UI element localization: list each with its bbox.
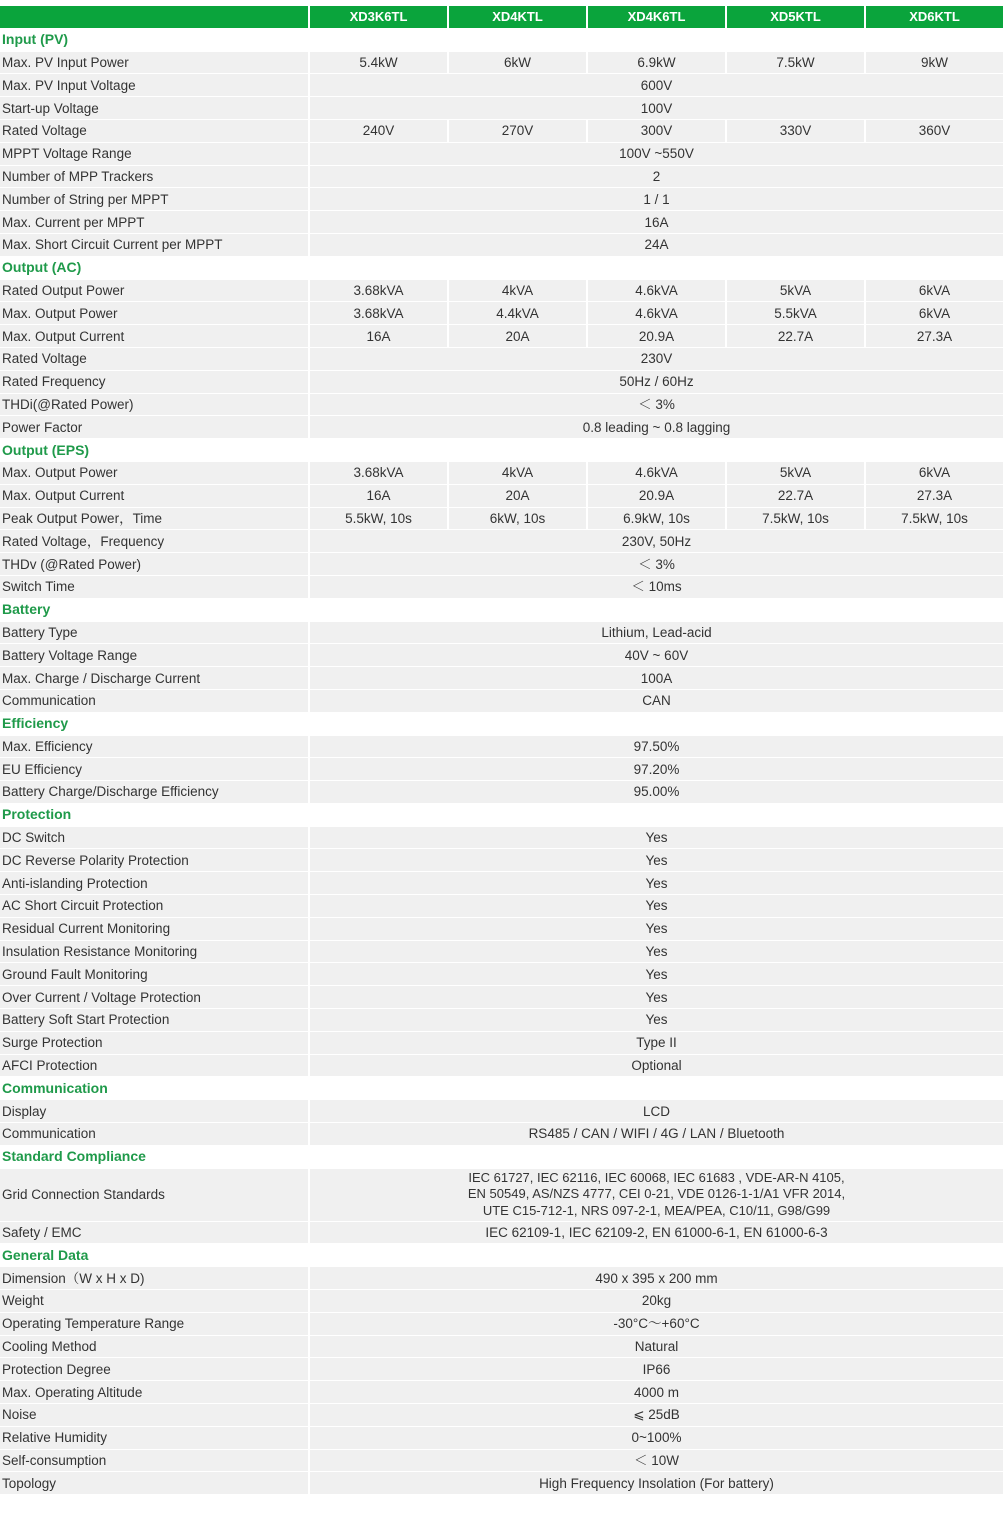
spec-row [0, 941, 1003, 963]
spec-label: Battery Voltage Range [0, 644, 308, 666]
spec-value: 5.5kW, 10s [310, 508, 447, 530]
spec-value: 230V, 50Hz [310, 530, 1003, 552]
spec-row [0, 485, 1003, 507]
spec-label: Insulation Resistance Monitoring [0, 941, 308, 963]
spec-label: Communication [0, 690, 308, 712]
section-header-row [0, 599, 1003, 621]
section-title: Efficiency [0, 713, 1003, 735]
spec-row [0, 188, 1003, 210]
spec-row [0, 1123, 1003, 1145]
spec-label: Safety / EMC [0, 1222, 308, 1244]
spec-row [0, 52, 1003, 74]
spec-label: Switch Time [0, 576, 308, 598]
spec-row [0, 462, 1003, 484]
spec-label: Rated Output Power [0, 280, 308, 302]
spec-row [0, 1358, 1003, 1380]
spec-row [0, 508, 1003, 530]
spec-label: AFCI Protection [0, 1055, 308, 1077]
spec-value: 4kVA [449, 462, 586, 484]
spec-value: Lithium, Lead-acid [310, 622, 1003, 644]
section-header-row [0, 1146, 1003, 1168]
spec-label: Number of MPP Trackers [0, 166, 308, 188]
section-header-row [0, 1244, 1003, 1266]
spec-value: 20A [449, 325, 586, 347]
spec-label: Dimension（W x H x D) [0, 1267, 308, 1289]
spec-value: 0.8 leading ~ 0.8 lagging [310, 416, 1003, 438]
spec-value: 7.5kW [727, 52, 864, 74]
spec-value: ＜ 10ms [310, 576, 1003, 598]
spec-label: Peak Output Power，Time [0, 508, 308, 530]
spec-label: Rated Frequency [0, 371, 308, 393]
spec-value: 4.6kVA [588, 280, 725, 302]
spec-value: 27.3A [866, 485, 1003, 507]
spec-value: 6kW [449, 52, 586, 74]
spec-label: Communication [0, 1123, 308, 1145]
spec-value: 330V [727, 120, 864, 142]
model-header: XD3K6TL [310, 6, 447, 28]
spec-label: Ground Fault Monitoring [0, 963, 308, 985]
spec-value: 4.4kVA [449, 302, 586, 324]
spec-table [0, 5, 1004, 1495]
spec-row [0, 1290, 1003, 1312]
spec-value: 2 [310, 166, 1003, 188]
model-header: XD4K6TL [588, 6, 725, 28]
spec-value-line: UTE C15-712-1, NRS 097-2-1, MEA/PEA, C10/11, G98/G99 [482, 1202, 831, 1218]
spec-row [0, 530, 1003, 552]
spec-label: THDv (@Rated Power) [0, 553, 308, 575]
spec-row [0, 781, 1003, 803]
spec-row [0, 667, 1003, 689]
spec-value: ⩽ 25dB [310, 1404, 1003, 1426]
spec-label: Max. Output Current [0, 325, 308, 347]
spec-value: ＜ 3% [310, 394, 1003, 416]
spec-value: CAN [310, 690, 1003, 712]
spec-value: 97.50% [310, 736, 1003, 758]
spec-row [0, 872, 1003, 894]
spec-value: 4.6kVA [588, 302, 725, 324]
spec-row [0, 120, 1003, 142]
spec-value: 300V [588, 120, 725, 142]
spec-label: Anti-islanding Protection [0, 872, 308, 894]
spec-value: 16A [310, 325, 447, 347]
spec-label: Cooling Method [0, 1336, 308, 1358]
spec-row [0, 963, 1003, 985]
spec-row [0, 1427, 1003, 1449]
spec-row [0, 1032, 1003, 1054]
spec-row [0, 644, 1003, 666]
spec-value: 4kVA [449, 280, 586, 302]
spec-value: ＜ 10W [310, 1450, 1003, 1472]
spec-label: Battery Charge/Discharge Efficiency [0, 781, 308, 803]
spec-row [0, 849, 1003, 871]
spec-value: 100A [310, 667, 1003, 689]
spec-label: Residual Current Monitoring [0, 918, 308, 940]
spec-value: 20kg [310, 1290, 1003, 1312]
spec-row [0, 280, 1003, 302]
spec-value: Yes [310, 963, 1003, 985]
spec-value: 9kW [866, 52, 1003, 74]
section-title: Output (AC) [0, 257, 1003, 279]
spec-row [0, 234, 1003, 256]
spec-value: 20.9A [588, 325, 725, 347]
spec-value: Yes [310, 849, 1003, 871]
spec-value: Yes [310, 872, 1003, 894]
spec-label: Max. Charge / Discharge Current [0, 667, 308, 689]
spec-label: Noise [0, 1404, 308, 1426]
spec-value: 3.68kVA [310, 302, 447, 324]
spec-label: Display [0, 1100, 308, 1122]
spec-row [0, 166, 1003, 188]
spec-label: Battery Soft Start Protection [0, 1009, 308, 1031]
spec-row [0, 690, 1003, 712]
spec-row [0, 622, 1003, 644]
spec-value: Type II [310, 1032, 1003, 1054]
model-header: XD5KTL [727, 6, 864, 28]
spec-value: 20.9A [588, 485, 725, 507]
spec-row [0, 1450, 1003, 1472]
spec-label: Max. Output Power [0, 302, 308, 324]
section-header-row [0, 439, 1003, 461]
spec-row [0, 416, 1003, 438]
spec-label: Max. Short Circuit Current per MPPT [0, 234, 308, 256]
section-header-row [0, 257, 1003, 279]
section-title: General Data [0, 1244, 1003, 1266]
spec-value: Yes [310, 895, 1003, 917]
model-header-row [0, 6, 1003, 28]
section-header-row [0, 1077, 1003, 1099]
spec-value: Yes [310, 1009, 1003, 1031]
spec-row [0, 827, 1003, 849]
spec-value-line: EN 50549, AS/NZS 4777, CEI 0-21, VDE 0126-1-1/A1 VFR 2014, [467, 1186, 846, 1202]
spec-value: 6kW, 10s [449, 508, 586, 530]
section-title: Protection [0, 804, 1003, 826]
spec-value: Yes [310, 918, 1003, 940]
spec-label: Surge Protection [0, 1032, 308, 1054]
spec-value: 4.6kVA [588, 462, 725, 484]
spec-label: Power Factor [0, 416, 308, 438]
spec-row [0, 736, 1003, 758]
spec-value: 6kVA [866, 280, 1003, 302]
section-title: Standard Compliance [0, 1146, 1003, 1168]
spec-value: 5kVA [727, 462, 864, 484]
spec-label: Weight [0, 1290, 308, 1312]
model-header: XD4KTL [449, 6, 586, 28]
spec-value: 7.5kW, 10s [866, 508, 1003, 530]
spec-label: Operating Temperature Range [0, 1313, 308, 1335]
spec-label: Protection Degree [0, 1358, 308, 1380]
spec-row [0, 1009, 1003, 1031]
spec-value: 360V [866, 120, 1003, 142]
spec-value: 22.7A [727, 485, 864, 507]
spec-value: 16A [310, 211, 1003, 233]
spec-label: Max. Output Power [0, 462, 308, 484]
spec-value-multiline [310, 1169, 1003, 1221]
spec-value: 100V [310, 97, 1003, 119]
spec-value: 5.4kW [310, 52, 447, 74]
section-title: Communication [0, 1077, 1003, 1099]
spec-label: Self-consumption [0, 1450, 308, 1472]
spec-row [0, 576, 1003, 598]
spec-value: 4000 m [310, 1381, 1003, 1403]
spec-label: Topology [0, 1472, 308, 1494]
spec-value: 6kVA [866, 462, 1003, 484]
spec-value: 0~100% [310, 1427, 1003, 1449]
spec-row [0, 1472, 1003, 1494]
spec-row [0, 143, 1003, 165]
spec-value: 16A [310, 485, 447, 507]
spec-row [0, 1055, 1003, 1077]
spec-row [0, 1169, 1003, 1221]
spec-value: 6.9kW [588, 52, 725, 74]
spec-label: Rated Voltage [0, 120, 308, 142]
spec-value: IP66 [310, 1358, 1003, 1380]
spec-row [0, 1222, 1003, 1244]
spec-value-line: IEC 61727, IEC 62116, IEC 60068, IEC 61683 , VDE-AR-N 4105, [468, 1169, 845, 1185]
spec-value: 24A [310, 234, 1003, 256]
section-title: Input (PV) [0, 29, 1003, 51]
spec-value: 490 x 395 x 200 mm [310, 1267, 1003, 1289]
spec-label: Rated Voltage [0, 348, 308, 370]
section-title: Output (EPS) [0, 439, 1003, 461]
spec-label: Number of String per MPPT [0, 188, 308, 210]
spec-label: Max. Current per MPPT [0, 211, 308, 233]
spec-value: 1 / 1 [310, 188, 1003, 210]
spec-row [0, 394, 1003, 416]
spec-row [0, 553, 1003, 575]
section-header-row [0, 804, 1003, 826]
spec-label: AC Short Circuit Protection [0, 895, 308, 917]
spec-value: High Frequency Insolation (For battery) [310, 1472, 1003, 1494]
spec-label: DC Reverse Polarity Protection [0, 849, 308, 871]
spec-label: Max. Operating Altitude [0, 1381, 308, 1403]
spec-value: Yes [310, 986, 1003, 1008]
spec-value: ＜ 3% [310, 553, 1003, 575]
spec-value: -30°C～+60°C [310, 1313, 1003, 1335]
spec-value: LCD [310, 1100, 1003, 1122]
spec-row [0, 895, 1003, 917]
spec-label: MPPT Voltage Range [0, 143, 308, 165]
spec-row [0, 1336, 1003, 1358]
spec-label: Grid Connection Standards [0, 1169, 308, 1221]
spec-body [0, 29, 1003, 1494]
spec-label: Max. Output Current [0, 485, 308, 507]
spec-label: Max. PV Input Voltage [0, 74, 308, 96]
spec-label: EU Efficiency [0, 758, 308, 780]
section-title: Battery [0, 599, 1003, 621]
spec-label: DC Switch [0, 827, 308, 849]
spec-row [0, 758, 1003, 780]
spec-row [0, 74, 1003, 96]
spec-value: 95.00% [310, 781, 1003, 803]
spec-row [0, 325, 1003, 347]
spec-value: 7.5kW, 10s [727, 508, 864, 530]
spec-value: 3.68kVA [310, 280, 447, 302]
spec-value: 6.9kW, 10s [588, 508, 725, 530]
spec-label: Max. PV Input Power [0, 52, 308, 74]
spec-value: Yes [310, 941, 1003, 963]
spec-row [0, 371, 1003, 393]
spec-row [0, 1381, 1003, 1403]
spec-row [0, 1404, 1003, 1426]
spec-value: 5.5kVA [727, 302, 864, 324]
spec-value: 20A [449, 485, 586, 507]
spec-label: Battery Type [0, 622, 308, 644]
spec-label: THDi(@Rated Power) [0, 394, 308, 416]
spec-value: 5kVA [727, 280, 864, 302]
spec-label: Start-up Voltage [0, 97, 308, 119]
spec-value: 97.20% [310, 758, 1003, 780]
spec-value: Natural [310, 1336, 1003, 1358]
spec-value: 27.3A [866, 325, 1003, 347]
spec-value: 100V ~550V [310, 143, 1003, 165]
spec-value: 40V ~ 60V [310, 644, 1003, 666]
spec-value: IEC 62109-1, IEC 62109-2, EN 61000-6-1, EN 61000-6-3 [310, 1222, 1003, 1244]
spec-value: Yes [310, 827, 1003, 849]
spec-row [0, 918, 1003, 940]
spec-value: 600V [310, 74, 1003, 96]
spec-label: Over Current / Voltage Protection [0, 986, 308, 1008]
model-header: XD6KTL [866, 6, 1003, 28]
spec-row [0, 97, 1003, 119]
spec-value: 230V [310, 348, 1003, 370]
spec-value: Optional [310, 1055, 1003, 1077]
spec-label: Max. Efficiency [0, 736, 308, 758]
spec-label: Relative Humidity [0, 1427, 308, 1449]
section-header-row [0, 29, 1003, 51]
section-header-row [0, 713, 1003, 735]
header-blank-cell [0, 6, 308, 28]
spec-row [0, 211, 1003, 233]
spec-row [0, 1267, 1003, 1289]
spec-label: Rated Voltage，Frequency [0, 530, 308, 552]
spec-row [0, 1313, 1003, 1335]
spec-value: RS485 / CAN / WIFI / 4G / LAN / Bluetooth [310, 1123, 1003, 1145]
spec-value: 240V [310, 120, 447, 142]
spec-value: 270V [449, 120, 586, 142]
spec-row [0, 302, 1003, 324]
spec-value: 6kVA [866, 302, 1003, 324]
spec-row [0, 348, 1003, 370]
spec-row [0, 986, 1003, 1008]
spec-row [0, 1100, 1003, 1122]
spec-value: 22.7A [727, 325, 864, 347]
spec-value: 50Hz / 60Hz [310, 371, 1003, 393]
spec-value: 3.68kVA [310, 462, 447, 484]
